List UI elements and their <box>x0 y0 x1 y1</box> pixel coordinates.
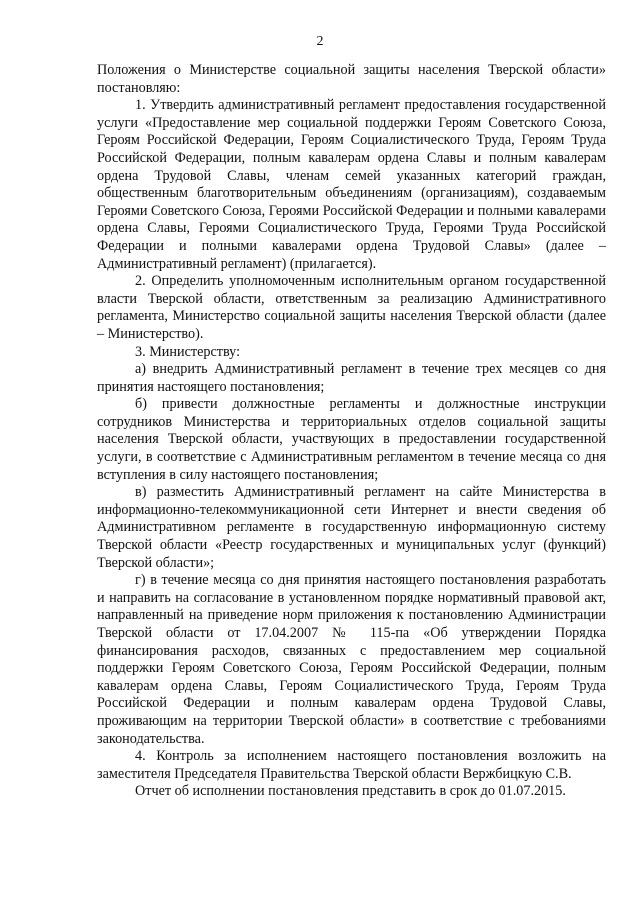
page-number: 2 <box>316 34 324 49</box>
paragraph-item-4: 4. Контроль за исполнением настоящего постановления возложить на заместителя Председателя Правительства Тверской области Вержбицкую С.В. <box>97 748 606 782</box>
paragraph-item-3a: а) внедрить Административный регламент в течение трех месяцев со дня принятия настоящего постановления; <box>97 361 606 395</box>
paragraph-report-deadline: Отчет об исполнении постановления представить в срок до 01.07.2015. <box>135 783 566 800</box>
paragraph-item-3b: б) привести должностные регламенты и должностные инструкции сотрудников Министерства и территориальных отделов социальной защиты населения Тверской области, участвующих в предоставлении государственной услуги, в соответствие с Административным регламентом в течение месяца со дня вступления в силу настоящего постановления; <box>97 396 606 483</box>
document-body <box>97 62 606 801</box>
paragraph-item-3: 3. Министерству: <box>135 343 241 360</box>
paragraph-preamble-ending: Положения о Министерстве социальной защиты населения Тверской области» постановляю: <box>97 62 606 96</box>
paragraph-item-2: 2. Определить уполномоченным исполнительным органом государственной власти Тверской области, ответственным за реализацию Административного регламента, Министерство социальной защиты населения Тверской области (далее – Министерство). <box>97 273 606 342</box>
paragraph-item-3g: г) в течение месяца со дня принятия настоящего постановления разработать и направить на согласование в установленном порядке нормативный правовой акт, направленный на приведение норм приложения к постановлению Администрации Тверской области от 17.04.2007 № 115-па «Об утверждении Порядка финансирования расходов, связанных с предоставлением мер социальной поддержки Героям Советского Союза, Героям Российской Федерации, полным кавалерам ордена Славы, Героям Социалистического Труда, Героям Труда Российской Федерации и полным кавалерам ордена Трудовой Славы, проживающим на территории Тверской области» в соответствие с требованиями законодательства. <box>97 572 606 747</box>
paragraph-item-1: 1. Утвердить административный регламент предоставления государственной услуги «Предоставление мер социальной поддержки Героям Советского Союза, Героям Российской Федерации, Героям Социалистического Труда, Героям Труда Российской Федерации, полным кавалерам ордена Славы и полным кавалерам ордена Трудовой Славы, членам семей указанных категорий граждан, общественным благотворительным объединениям (организациям), создаваемым Героями Советского Союза, Героями Российской Федерации и полными кавалерами ордена Славы, Героями Социалистического Труда, Героями Труда Российской Федерации и полными кавалерами ордена Трудовой Славы» (далее – Административный регламент) (прилагается). <box>97 97 606 272</box>
paragraph-item-3v: в) разместить Административный регламент на сайте Министерства в информационно-телекоммуникационной сети Интернет и внести сведения об Административном регламенте в государственную информационную систему Тверской области «Реестр государственных и муниципальных услуг (функций) Тверской области»; <box>97 484 606 571</box>
